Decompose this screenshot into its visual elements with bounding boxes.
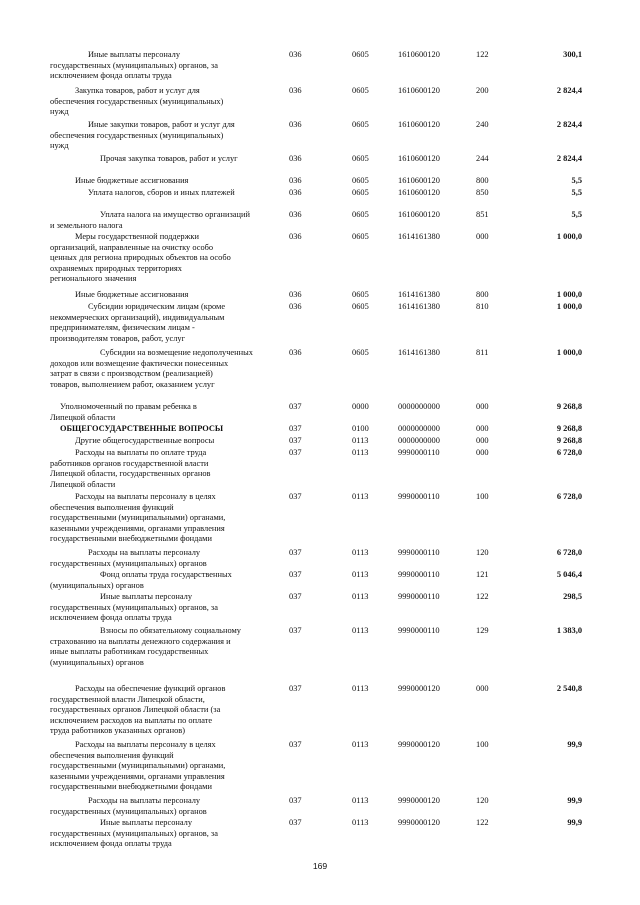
description-line: государственных (муниципальных) органов bbox=[50, 806, 207, 816]
target-article-code: 9990000120 bbox=[398, 740, 440, 749]
target-article-code: 0000000000 bbox=[398, 424, 440, 433]
row-description bbox=[50, 402, 264, 423]
target-article-code: 9990000110 bbox=[398, 570, 440, 579]
expense-type-code: 122 bbox=[476, 50, 489, 59]
ministry-code: 036 bbox=[289, 120, 302, 129]
description-line: Взносы по обязательному социальному bbox=[100, 626, 241, 635]
target-article-code: 9990000110 bbox=[398, 492, 440, 501]
section-code: 0605 bbox=[352, 86, 369, 95]
amount: 1 383,0 bbox=[556, 626, 582, 635]
ministry-code: 036 bbox=[289, 232, 302, 241]
expense-type-code: 811 bbox=[476, 348, 489, 357]
amount: 5,5 bbox=[571, 210, 582, 219]
ministry-code: 037 bbox=[289, 424, 302, 433]
description-line: доходов или возмещение фактически понесенных bbox=[50, 358, 229, 368]
ministry-code: 036 bbox=[289, 348, 302, 357]
description-line: исключением фонда оплаты труда bbox=[50, 839, 172, 849]
description-line: казенными учреждениями, органами управления bbox=[50, 523, 225, 533]
ministry-code: 037 bbox=[289, 436, 302, 445]
expense-type-code: 129 bbox=[476, 626, 489, 635]
description-line: Иные бюджетные ассигнования bbox=[75, 176, 189, 185]
description-line: государственными внебюджетными фондами bbox=[50, 534, 212, 544]
target-article-code: 1610600120 bbox=[398, 86, 440, 95]
amount: 2 824,4 bbox=[556, 154, 582, 163]
amount: 99,9 bbox=[567, 796, 582, 805]
row-description bbox=[50, 818, 264, 850]
description-line: Липецкой области, государственных органов bbox=[50, 469, 211, 479]
target-article-code: 0000000000 bbox=[398, 436, 440, 445]
description-line: Иные выплаты персоналу bbox=[100, 818, 193, 827]
expense-type-code: 120 bbox=[476, 796, 489, 805]
row-description bbox=[50, 120, 264, 152]
description-line: нужд bbox=[50, 141, 69, 151]
description-line: страхованию на выплаты денежного содержания и bbox=[50, 636, 231, 646]
ministry-code: 037 bbox=[289, 684, 302, 693]
target-article-code: 9990000120 bbox=[398, 684, 440, 693]
ministry-code: 037 bbox=[289, 492, 302, 501]
description-line: казенными учреждениями, органами управления bbox=[50, 771, 225, 781]
row-description bbox=[50, 436, 264, 447]
target-article-code: 1610600120 bbox=[398, 154, 440, 163]
description-line: Расходы на выплаты персоналу bbox=[88, 796, 201, 805]
description-line: Расходы на выплаты персоналу bbox=[88, 548, 201, 557]
expense-type-code: 000 bbox=[476, 448, 489, 457]
ministry-code: 037 bbox=[289, 570, 302, 579]
amount: 1 000,0 bbox=[556, 232, 582, 241]
row-description bbox=[50, 796, 264, 817]
section-code: 0605 bbox=[352, 302, 369, 311]
description-line: Уплата налогов, сборов и иных платежей bbox=[88, 188, 235, 197]
ministry-code: 036 bbox=[289, 50, 302, 59]
description-line: регионального значения bbox=[50, 274, 137, 284]
expense-type-code: 850 bbox=[476, 188, 489, 197]
description-line: исключением фонда оплаты труда bbox=[50, 613, 172, 623]
section-code: 0113 bbox=[352, 818, 369, 827]
expense-type-code: 000 bbox=[476, 402, 489, 411]
description-line: Иные выплаты персоналу bbox=[100, 592, 193, 601]
amount: 6 728,0 bbox=[556, 548, 582, 557]
description-line: обеспечения выполнения функций bbox=[50, 502, 174, 512]
section-code: 0113 bbox=[352, 448, 369, 457]
description-line: некоммерческих организаций), индивидуальным bbox=[50, 312, 225, 322]
amount: 2 540,8 bbox=[556, 684, 582, 693]
row-description bbox=[50, 154, 264, 165]
ministry-code: 036 bbox=[289, 302, 302, 311]
description-line: государственных (муниципальных) органов bbox=[50, 558, 207, 568]
section-code: 0113 bbox=[352, 492, 369, 501]
section-code: 0113 bbox=[352, 592, 369, 601]
target-article-code: 9990000110 bbox=[398, 592, 440, 601]
ministry-code: 036 bbox=[289, 154, 302, 163]
description-line: государственных органов Липецкой области (за bbox=[50, 705, 221, 715]
expense-type-code: 122 bbox=[476, 818, 489, 827]
ministry-code: 037 bbox=[289, 592, 302, 601]
ministry-code: 037 bbox=[289, 740, 302, 749]
target-article-code: 1614161380 bbox=[398, 348, 440, 357]
target-article-code: 1614161380 bbox=[398, 302, 440, 311]
description-line: исключением фонда оплаты труда bbox=[50, 71, 172, 81]
description-line: Иные выплаты персоналу bbox=[88, 50, 181, 59]
ministry-code: 036 bbox=[289, 290, 302, 299]
amount: 2 824,4 bbox=[556, 120, 582, 129]
description-line: и земельного налога bbox=[50, 220, 123, 230]
row-description bbox=[50, 548, 264, 569]
description-line: предпринимателям, физическим лицам - bbox=[50, 323, 195, 333]
description-line: охраняемых природных территориях bbox=[50, 263, 182, 273]
description-line: Липецкой области bbox=[50, 479, 116, 489]
section-code: 0605 bbox=[352, 290, 369, 299]
description-line: товаров, выполнением работ, оказанием услуг bbox=[50, 379, 215, 389]
description-line: работников органов государственной власти bbox=[50, 458, 209, 468]
description-line: (муниципальных) органов bbox=[50, 657, 144, 667]
description-line: государственных (муниципальных) органов, за bbox=[50, 60, 218, 70]
description-line: Уполномоченный по правам ребенка в bbox=[60, 402, 197, 411]
description-line: Другие общегосударственные вопросы bbox=[75, 436, 215, 445]
ministry-code: 036 bbox=[289, 176, 302, 185]
row-description bbox=[50, 424, 264, 435]
target-article-code: 9990000120 bbox=[398, 796, 440, 805]
description-line: обеспечения выполнения функций bbox=[50, 750, 174, 760]
description-line: Меры государственной поддержки bbox=[75, 232, 199, 241]
target-article-code: 1614161380 bbox=[398, 232, 440, 241]
amount: 5,5 bbox=[571, 188, 582, 197]
target-article-code: 1610600120 bbox=[398, 120, 440, 129]
row-description bbox=[50, 570, 264, 591]
description-line: Расходы на выплаты персоналу в целях bbox=[75, 740, 216, 749]
section-code: 0605 bbox=[352, 176, 369, 185]
description-line: Расходы на обеспечение функций органов bbox=[75, 684, 226, 693]
amount: 300,1 bbox=[563, 50, 582, 59]
description-line: организаций, направленные на очистку особо bbox=[50, 242, 214, 252]
expense-type-code: 851 bbox=[476, 210, 489, 219]
section-code: 0000 bbox=[352, 402, 369, 411]
row-description bbox=[50, 626, 264, 668]
description-line: государственных (муниципальных) органов, за bbox=[50, 828, 218, 838]
expense-type-code: 000 bbox=[476, 436, 489, 445]
section-code: 0113 bbox=[352, 548, 369, 557]
section-code: 0605 bbox=[352, 154, 369, 163]
description-line: Расходы на выплаты персоналу в целях bbox=[75, 492, 216, 501]
amount: 1 000,0 bbox=[556, 290, 582, 299]
amount: 6 728,0 bbox=[556, 448, 582, 457]
target-article-code: 1614161380 bbox=[398, 290, 440, 299]
section-code: 0113 bbox=[352, 436, 369, 445]
ministry-code: 036 bbox=[289, 86, 302, 95]
description-line: Расходы на выплаты по оплате труда bbox=[75, 448, 207, 457]
row-description bbox=[50, 50, 264, 82]
section-code: 0605 bbox=[352, 120, 369, 129]
section-code: 0605 bbox=[352, 210, 369, 219]
section-code: 0605 bbox=[352, 50, 369, 59]
expense-type-code: 122 bbox=[476, 592, 489, 601]
description-line: Субсидии на возмещение недополученных bbox=[100, 348, 253, 357]
amount: 9 268,8 bbox=[556, 424, 582, 433]
description-line: труда работников указанных органов) bbox=[50, 726, 185, 736]
expense-type-code: 244 bbox=[476, 154, 489, 163]
expense-type-code: 000 bbox=[476, 424, 489, 433]
target-article-code: 1610600120 bbox=[398, 176, 440, 185]
row-description bbox=[50, 176, 264, 187]
description-line: Субсидии юридическим лицам (кроме bbox=[88, 302, 226, 311]
section-code: 0113 bbox=[352, 740, 369, 749]
row-description bbox=[50, 592, 264, 624]
expense-type-code: 120 bbox=[476, 548, 489, 557]
section-code: 0113 bbox=[352, 570, 369, 579]
amount: 298,5 bbox=[563, 592, 582, 601]
expense-type-code: 800 bbox=[476, 176, 489, 185]
expense-type-code: 100 bbox=[476, 492, 489, 501]
description-line: государственными (муниципальными) органами, bbox=[50, 761, 226, 771]
section-code: 0100 bbox=[352, 424, 369, 433]
row-description bbox=[50, 232, 264, 285]
row-description bbox=[50, 448, 264, 490]
description-line: производителям товаров, работ, услуг bbox=[50, 333, 186, 343]
target-article-code: 1610600120 bbox=[398, 188, 440, 197]
expense-type-code: 100 bbox=[476, 740, 489, 749]
description-line: иные выплаты работникам государственных bbox=[50, 647, 209, 657]
description-line: государственными (муниципальными) органами, bbox=[50, 513, 226, 523]
description-line: Уплата налога на имущество организаций bbox=[100, 210, 250, 219]
target-article-code: 9990000110 bbox=[398, 548, 440, 557]
description-line: затрат в связи с производством (реализацией) bbox=[50, 369, 213, 379]
section-code: 0605 bbox=[352, 188, 369, 197]
expense-type-code: 000 bbox=[476, 232, 489, 241]
ministry-code: 037 bbox=[289, 548, 302, 557]
expense-type-code: 810 bbox=[476, 302, 489, 311]
amount: 9 268,8 bbox=[556, 402, 582, 411]
description-line: ценных для региона природных объектов на особо bbox=[50, 253, 231, 263]
target-article-code: 9990000120 bbox=[398, 818, 440, 827]
target-article-code: 9990000110 bbox=[398, 448, 440, 457]
description-line: Закупка товаров, работ и услуг для bbox=[75, 86, 200, 95]
amount: 2 824,4 bbox=[556, 86, 582, 95]
amount: 6 728,0 bbox=[556, 492, 582, 501]
description-line: (муниципальных) органов bbox=[50, 580, 144, 590]
description-line: государственных (муниципальных) органов, за bbox=[50, 602, 218, 612]
row-description bbox=[50, 86, 264, 118]
page-number: 169 bbox=[312, 861, 328, 871]
ministry-code: 037 bbox=[289, 818, 302, 827]
amount: 1 000,0 bbox=[556, 302, 582, 311]
amount: 1 000,0 bbox=[556, 348, 582, 357]
expense-type-code: 800 bbox=[476, 290, 489, 299]
description-line: обеспечения государственных (муниципальных) bbox=[50, 130, 224, 140]
amount: 5 046,4 bbox=[556, 570, 582, 579]
section-code: 0605 bbox=[352, 348, 369, 357]
ministry-code: 037 bbox=[289, 626, 302, 635]
description-line: Иные закупки товаров, работ и услуг для bbox=[88, 120, 235, 129]
ministry-code: 036 bbox=[289, 210, 302, 219]
description-line: государственной власти Липецкой области, bbox=[50, 694, 205, 704]
description-line: исключением расходов на выплаты по оплате bbox=[50, 715, 213, 725]
ministry-code: 037 bbox=[289, 796, 302, 805]
expense-type-code: 240 bbox=[476, 120, 489, 129]
amount: 5,5 bbox=[571, 176, 582, 185]
amount: 99,9 bbox=[567, 740, 582, 749]
row-description bbox=[50, 684, 264, 737]
description-line: Липецкой области bbox=[50, 412, 116, 422]
ministry-code: 037 bbox=[289, 402, 302, 411]
target-article-code: 9990000110 bbox=[398, 626, 440, 635]
row-description bbox=[50, 348, 264, 390]
description-line: обеспечения государственных (муниципальных) bbox=[50, 96, 224, 106]
section-code: 0113 bbox=[352, 684, 369, 693]
section-code: 0605 bbox=[352, 232, 369, 241]
ministry-code: 037 bbox=[289, 448, 302, 457]
expense-type-code: 000 bbox=[476, 684, 489, 693]
amount: 99,9 bbox=[567, 818, 582, 827]
section-code: 0113 bbox=[352, 796, 369, 805]
section-code: 0113 bbox=[352, 626, 369, 635]
row-description bbox=[50, 302, 264, 344]
row-description bbox=[50, 740, 264, 793]
description-line: ОБЩЕГОСУДАРСТВЕННЫЕ ВОПРОСЫ bbox=[60, 424, 224, 433]
target-article-code: 1610600120 bbox=[398, 210, 440, 219]
target-article-code: 0000000000 bbox=[398, 402, 440, 411]
description-line: Фонд оплаты труда государственных bbox=[100, 570, 232, 579]
ministry-code: 036 bbox=[289, 188, 302, 197]
description-line: государственными внебюджетными фондами bbox=[50, 782, 212, 792]
description-line: Прочая закупка товаров, работ и услуг bbox=[100, 154, 238, 163]
target-article-code: 1610600120 bbox=[398, 50, 440, 59]
description-line: Иные бюджетные ассигнования bbox=[75, 290, 189, 299]
row-description bbox=[50, 492, 264, 545]
row-description bbox=[50, 290, 264, 301]
description-line: нужд bbox=[50, 107, 69, 117]
expense-type-code: 121 bbox=[476, 570, 489, 579]
expense-type-code: 200 bbox=[476, 86, 489, 95]
amount: 9 268,8 bbox=[556, 436, 582, 445]
row-description bbox=[50, 210, 264, 231]
row-description bbox=[50, 188, 264, 199]
